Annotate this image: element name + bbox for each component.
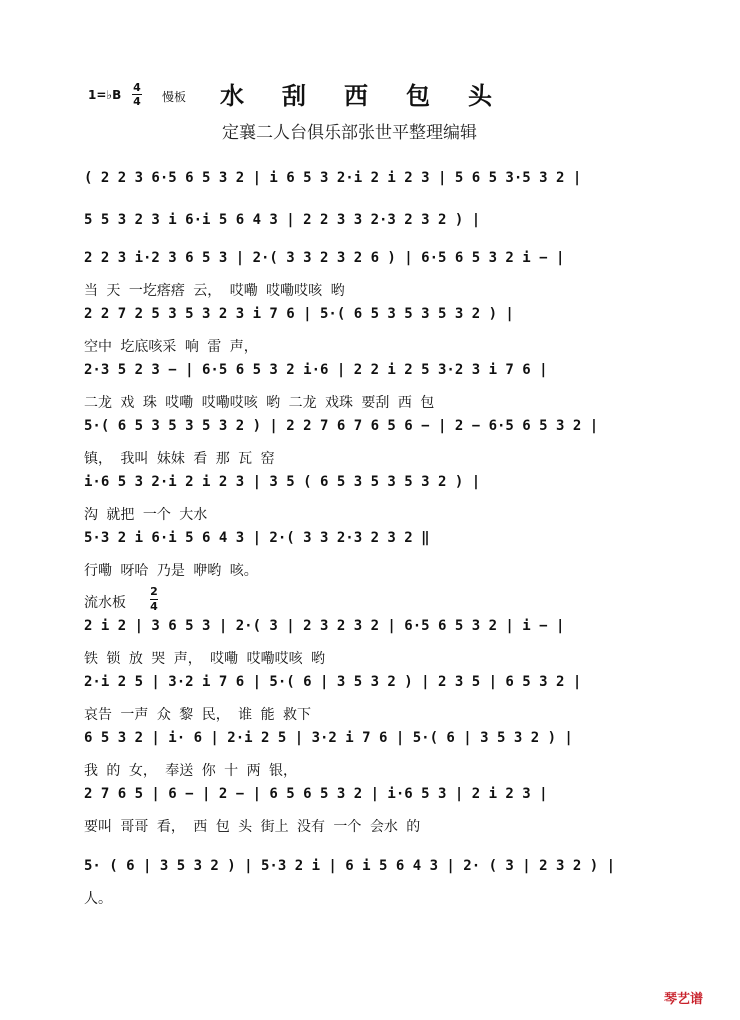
notation-line: 2 2 7 2 5 3 5 3 2 3 i 7 6 | 5·( 6 5 3 5 3 5 3 2 ) | (84, 306, 514, 322)
notation-line: 6 5 3 2 | i· 6 | 2·i 2 5 | 3·2 i 7 6 | 5·( 6 | 3 5 3 2 ) | (84, 730, 573, 746)
notation-line: 5 5 3 2 3 i 6·i 5 6 4 3 | 2 2 3 3 2·3 2 3 2 ) | (84, 212, 481, 228)
lyric-line: 铁 锁 放 哭 声， 哎嘞 哎嘞哎咳 哟 (84, 651, 326, 667)
lyric-line: 我 的 女， 奉送 你 十 两 银， (84, 763, 298, 779)
notation-line: 2 2 3 i·2 3 6 5 3 | 2·( 3 3 2 3 2 6 ) | 6·5 6 5 3 2 i − | (84, 250, 565, 266)
notation-line: 2·3 5 2 3 − | 6·5 6 5 3 2 i·6 | 2 2 i 2 5 3·2 3 i 7 6 | (84, 362, 548, 378)
lyric-line: 行嘞 呀哈 乃是 咿哟 咳。 (84, 563, 258, 579)
lyric-line: 要叫 哥哥 看， 西 包 头 街上 没有 一个 会水 的 (84, 819, 421, 835)
section-meter-top: 2 (150, 585, 158, 598)
notation-line: 5· ( 6 | 3 5 3 2 ) | 5·3 2 i | 6 i 5 6 4 3 | 2· ( 3 | 2 3 2 ) | (84, 858, 616, 874)
notation-line: i·6 5 3 2·i 2 i 2 3 | 3 5 ( 6 5 3 5 3 5 3 2 ) | (84, 474, 481, 490)
notation-line: 2 7 6 5 | 6 − | 2 − | 6 5 6 5 3 2 | i·6 5 3 | 2 i 2 3 | (84, 786, 548, 802)
lyric-line: 镇， 我叫 妹妹 看 那 瓦 窑 (84, 451, 275, 467)
notation-line: 2·i 2 5 | 3·2 i 7 6 | 5·( 6 | 3 5 3 2 ) | 2 3 5 | 6 5 3 2 | (84, 674, 582, 690)
section-meter-bottom: 4 (150, 600, 158, 613)
lyric-line: 哀告 一声 众 黎 民， 谁 能 救下 (84, 707, 312, 723)
brand-logo: 琴艺谱 (664, 992, 704, 1007)
lyric-line: 人。 (84, 891, 112, 907)
notation-line: 5·( 6 5 3 5 3 5 3 2 ) | 2 2 7 6 7 6 5 6 − | 2 − 6·5 6 5 3 2 | (84, 418, 599, 434)
notation-line: 5·3 2 i 6·i 5 6 4 3 | 2·( 3 3 2·3 2 3 2 ‖ (84, 530, 430, 546)
lyric-line: 空中 圪底咳采 响 雷 声， (84, 339, 258, 355)
lyric-line: 当 天 一圪瘩瘩 云， 哎嘞 哎嘞哎咳 哟 (84, 283, 345, 299)
tempo-marking: 慢板 (162, 90, 187, 104)
song-subtitle: 定襄二人台俱乐部张世平整理编辑 (222, 123, 477, 143)
lyric-line: 沟 就把 一个 大水 (84, 507, 208, 523)
notation-line: 2 i 2 | 3 6 5 3 | 2·( 3 | 2 3 2 3 2 | 6·5 6 5 3 2 | i − | (84, 618, 565, 634)
meter-top: 4 (133, 81, 141, 94)
section-label: 流水板 (84, 595, 126, 611)
meter-bottom: 4 (133, 95, 141, 108)
lyric-line: 二龙 戏 珠 哎嘞 哎嘞哎咳 哟 二龙 戏珠 要刮 西 包 (84, 395, 435, 411)
key-signature: 1=♭B (88, 88, 122, 102)
notation-line: ( 2 2 3 6·5 6 5 3 2 | i 6 5 3 2·i 2 i 2 3 | 5 6 5 3·5 3 2 | (84, 170, 582, 186)
song-title: 水刮西包头 (220, 81, 530, 110)
section-time-signature (150, 586, 158, 613)
